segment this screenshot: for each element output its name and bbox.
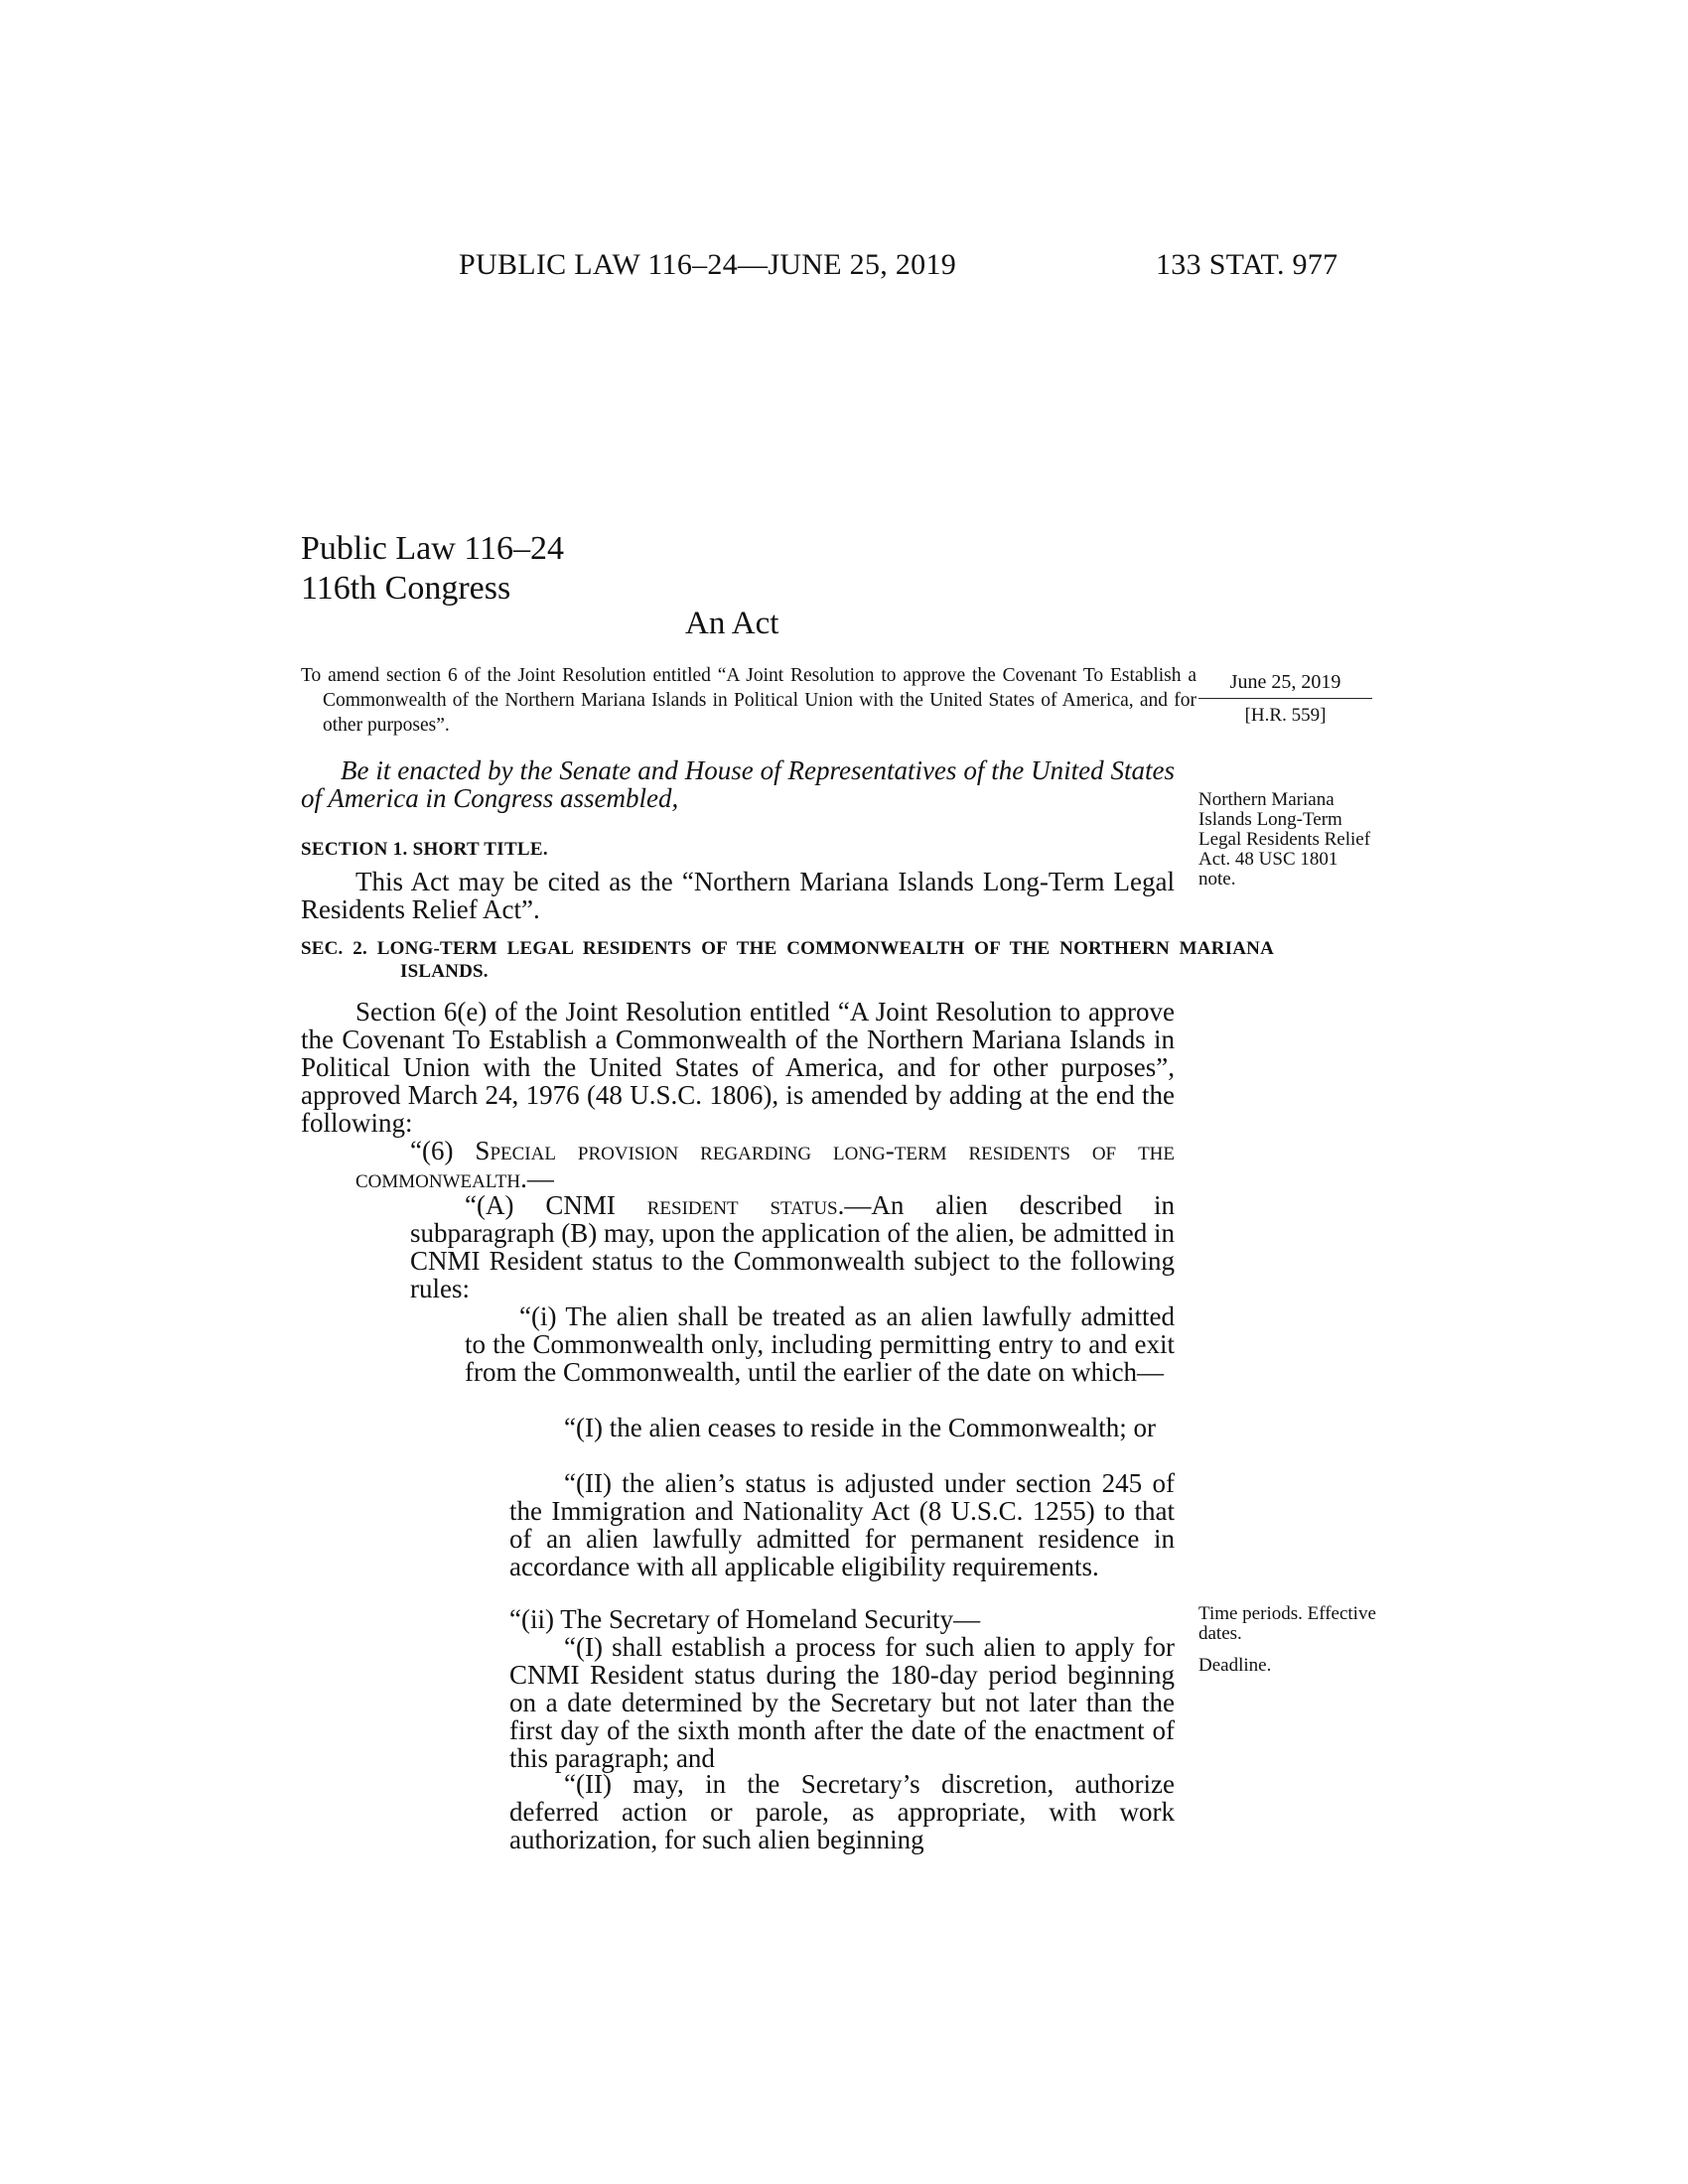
public-law-number: Public Law 116–24 [301,530,565,567]
bill-number: [H.R. 559] [1244,705,1327,726]
paragraph-6 [301,1137,1175,1192]
margin-note-deadline: Deadline. [1198,1655,1272,1676]
an-act-heading: An Act [685,606,779,641]
section-1-heading: SECTION 1. SHORT TITLE. [301,839,548,860]
margin-note-short-title: Northern Mariana Islands Long-Term Legal Residents Relief Act. 48 USC 1801 note. [1198,789,1371,889]
sidebar-rule [1198,698,1372,699]
act-purpose: To amend section 6 of the Joint Resolution entitled “A Joint Resolution to approve the Covenant To Establish a Commonwealth of the Northern Mariana Islands in Political Union with the United States of America, and for other purposes”. [301,665,1196,736]
clause-ii: “(ii) The Secretary of Homeland Security— [509,1604,981,1634]
section-2-text: Section 6(e) of the Joint Resolution entitled “A Joint Resolution to approve the Covenant To Establish a Commonwealth of the Northern Mariana Islands in Political Union with the United States of America, and for other purposes”, approved March 24, 1976 (48 U.S.C. 1806), is amended by adding at the end the following: [301,997,1175,1138]
subparagraph-A-text: —An alien described in subparagraph (B) may, upon the application of the alien, be admitted in CNMI Resident status to the Commonwealth subject to the following rules: [410,1190,1175,1303]
subclause-II-second: “(II) may, in the Secretary’s discretion, authorize deferred action or parole, as appropriate, with work authorization, for such alien beginning [509,1769,1175,1854]
subparagraph-A-heading: resident status. [646,1190,845,1220]
subclause-II-first: “(II) the alien’s status is adjusted under section 245 of the Immigration and Nationality Act (8 U.S.C. 1255) to that of an alien lawfully admitted for permanent residence in accordance with all applicable eligibility requirements. [509,1468,1175,1581]
section-1-text: This Act may be cited as the “Northern Mariana Islands Long-Term Legal Residents Relief Act”. [301,867,1175,924]
section-2-heading: SEC. 2. LONG-TERM LEGAL RESIDENTS OF THE COMMONWEALTH OF THE NORTHERN MARIANA ISLANDS. [301,938,1274,982]
margin-note-time-periods: Time periods. Effective dates. [1198,1603,1376,1644]
enactment-date: June 25, 2019 [1229,671,1341,693]
statute-page-number: 133 STAT. 977 [1156,248,1338,281]
clause-i: “(i) The alien shall be treated as an alien lawfully admitted to the Commonwealth only, including permitting entry to and exit from the Commonwealth, until the earlier of the date on which— [465,1301,1175,1387]
congress-label: 116th Congress [301,570,511,607]
paragraph-6-prefix: “(6) [410,1136,476,1165]
paragraph-6-heading: Special provision regarding long-term residents of the commonwealth.— [355,1136,1176,1193]
subclause-I-first: “(I) the alien ceases to reside in the Commonwealth; or [564,1413,1157,1442]
running-header-title: PUBLIC LAW 116–24—JUNE 25, 2019 [459,248,957,281]
subparagraph-A-prefix: “(A) CNMI [465,1190,647,1220]
subclause-I-second: “(I) shall establish a process for such alien to apply for CNMI Resident status during the 180-day period beginning on a date determined by the Secretary but not later than the first day of the sixth month after the date of the enactment of this paragraph; and [509,1632,1175,1773]
enacting-clause: Be it enacted by the Senate and House of Representatives of the United States of America in Congress assembled, [301,755,1175,813]
subparagraph-A [301,1191,1175,1302]
